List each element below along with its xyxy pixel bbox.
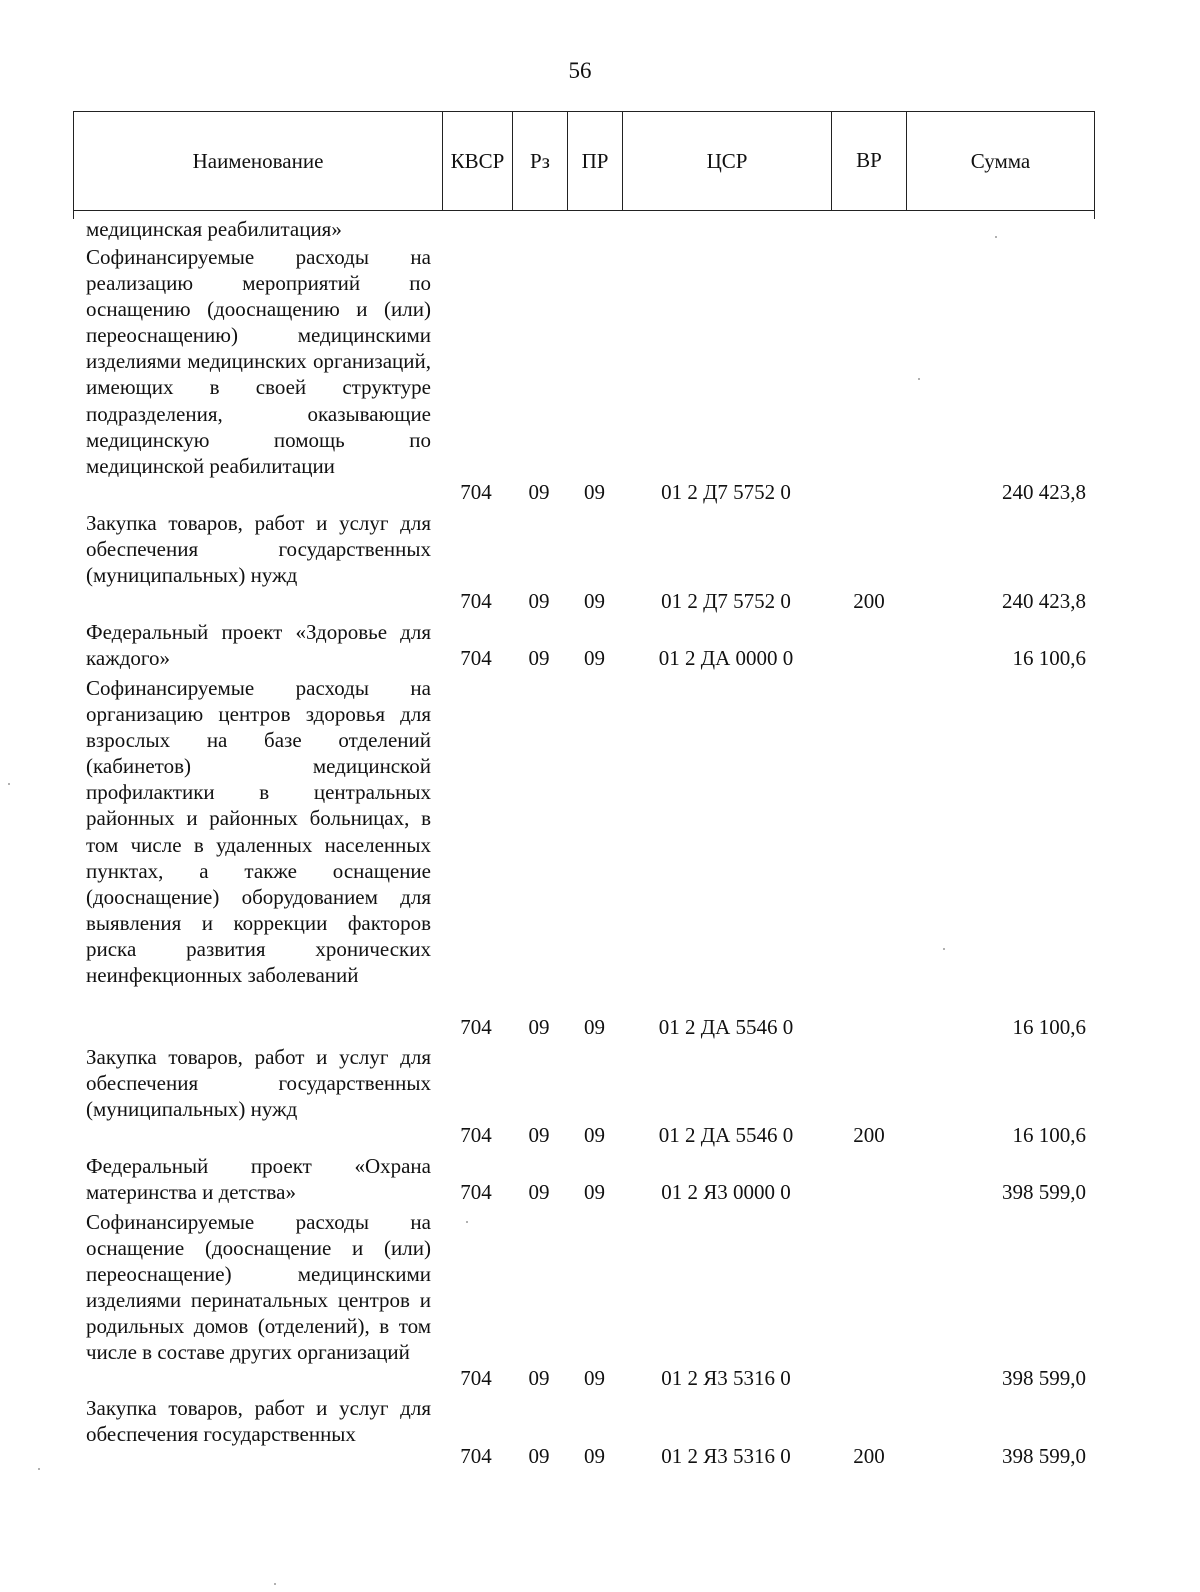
row-name: Софинансируемые расходы на оснащение (дооснащение и (или) переоснащение) медицинскими изделиями перинатальных центров и родильных домов (отделений), в том числе в составе других организаций [86, 1210, 431, 1365]
row-csr: 01 2 ДА 5546 0 [658, 1123, 794, 1147]
scan-speck [38, 1468, 40, 1470]
table-header [73, 111, 1095, 211]
page-number: 56 [568, 58, 592, 83]
table-border-right [1094, 211, 1095, 219]
row-pr: 09 [584, 480, 605, 504]
row-name: Закупка товаров, работ и услуг для обеспечения государственных (муниципальных) нужд [86, 1045, 431, 1122]
header-rz: Рз [512, 112, 567, 210]
row-pr: 09 [584, 1366, 605, 1390]
row-sum: 16 100,6 [1012, 1123, 1086, 1147]
row-csr: 01 2 Д7 5752 0 [661, 589, 791, 613]
header-pr: ПР [567, 112, 622, 210]
row-name: Закупка товаров, работ и услуг для обеспечения государственных [86, 1396, 431, 1447]
row-pr: 09 [584, 1015, 605, 1039]
header-kvsr: КВСР [442, 112, 512, 210]
row-sum: 240 423,8 [1002, 480, 1086, 504]
row-sum: 16 100,6 [1012, 646, 1086, 670]
row-rz: 09 [528, 1366, 550, 1390]
row-kvsr: 704 [460, 1123, 492, 1147]
row-sum: 16 100,6 [1012, 1015, 1086, 1039]
row-name: Софинансируемые расходы на реализацию мероприятий по оснащению (дооснащению и (или) переоснащению) медицинскими изделиями медицинских организаций, имеющих в своей структуре подразделения, оказывающие медицинскую помощь по медицинской реабилитации [86, 245, 431, 478]
row-rz: 09 [528, 1123, 550, 1147]
row-kvsr: 704 [460, 1444, 492, 1468]
row-csr: 01 2 Я3 0000 0 [661, 1180, 791, 1204]
row-kvsr: 704 [460, 1180, 492, 1204]
header-name: Наименование [192, 148, 324, 173]
row-csr: 01 2 ДА 5546 0 [658, 1015, 794, 1039]
row-kvsr: 704 [460, 646, 492, 670]
scan-speck [466, 1221, 468, 1223]
row-csr: 01 2 ДА 0000 0 [658, 646, 794, 670]
row-pr: 09 [584, 1123, 605, 1147]
scan-speck [943, 948, 945, 950]
row-name: Софинансируемые расходы на организацию центров здоровья для взрослых на базе отделений (кабинетов) медицинской профилактики в центральных районных и районных больницах, в том числе в удаленных населенных пунктах, а также оснащение (дооснащение) оборудованием для выявления и коррекции факторов риска развития хронических неинфекционных заболеваний [86, 676, 431, 988]
row-kvsr: 704 [460, 1366, 492, 1390]
scan-speck [918, 378, 920, 380]
row-rz: 09 [528, 589, 550, 613]
scan-speck [995, 236, 997, 238]
row-rz: 09 [528, 1015, 550, 1039]
row-name: Федеральный проект «Охрана материнства и детства» [86, 1154, 431, 1205]
row-sum: 398 599,0 [1002, 1444, 1086, 1468]
header-vr: ВР [831, 112, 906, 210]
row-csr: 01 2 Я3 5316 0 [661, 1444, 791, 1468]
row-name: Закупка товаров, работ и услуг для обеспечения государственных (муниципальных) нужд [86, 511, 431, 588]
table-border-left [73, 211, 74, 219]
row-vr: 200 [853, 1123, 885, 1147]
row-rz: 09 [528, 480, 550, 504]
header-sum: Сумма [906, 112, 1094, 210]
row-sum: 240 423,8 [1002, 589, 1086, 613]
row-pr: 09 [584, 646, 605, 670]
scan-speck [8, 783, 10, 785]
header-csr: ЦСР [622, 112, 831, 210]
row-sum: 398 599,0 [1002, 1180, 1086, 1204]
row-name: медицинская реабилитация» [86, 217, 342, 241]
row-kvsr: 704 [460, 1015, 492, 1039]
row-rz: 09 [528, 1180, 550, 1204]
row-pr: 09 [584, 1180, 605, 1204]
row-sum: 398 599,0 [1002, 1366, 1086, 1390]
scan-speck [274, 1583, 276, 1585]
row-rz: 09 [528, 1444, 550, 1468]
row-kvsr: 704 [460, 589, 492, 613]
row-pr: 09 [584, 589, 605, 613]
row-csr: 01 2 Я3 5316 0 [661, 1366, 791, 1390]
row-pr: 09 [584, 1444, 605, 1468]
row-kvsr: 704 [460, 480, 492, 504]
row-rz: 09 [528, 646, 550, 670]
row-vr: 200 [853, 1444, 885, 1468]
row-csr: 01 2 Д7 5752 0 [661, 480, 791, 504]
row-vr: 200 [853, 589, 885, 613]
row-name: Федеральный проект «Здоровье для каждого» [86, 620, 431, 671]
